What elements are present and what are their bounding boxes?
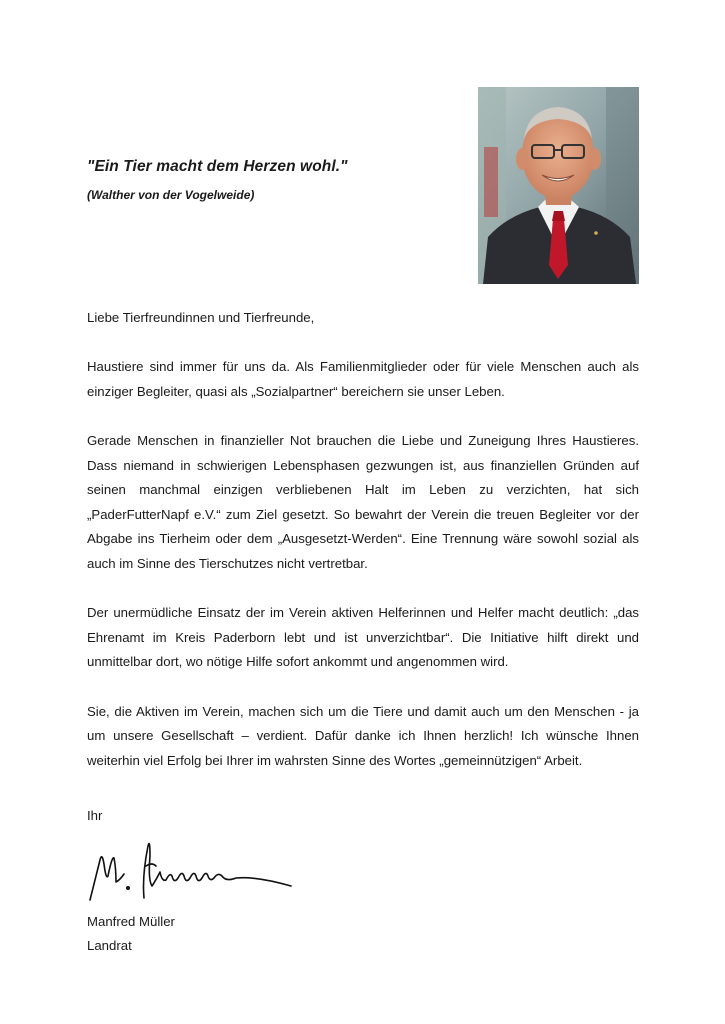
quote-author: (Walther von der Vogelweide): [87, 188, 255, 202]
salutation: Liebe Tierfreundinnen und Tierfreunde,: [87, 310, 315, 325]
signer-title: Landrat: [87, 938, 132, 953]
letter-paragraph-1: Haustiere sind immer für uns da. Als Familienmitglieder oder für viele Menschen auch als einziger Begleiter, quasi als „Sozialpartner“ bereichern sie unser Leben.: [87, 359, 639, 399]
signer-name: Manfred Müller: [87, 914, 175, 929]
letter-paragraph-2: Gerade Menschen in finanzieller Not brauchen die Liebe und Zuneigung Ihres Haustieres. Dass niemand in schwierigen Lebensphasen gezwungen ist, aus finanziellen Gründen auf seinen manchmal einzigen verbliebenen Halt im Leben zu verzichten, hat sich „PaderFutterNapf e.V.“ zum Ziel gesetzt. So bewahrt der Verein die treuen Begleiter vor der Abgabe ins Tierheim oder dem „Ausgesetzt-Werden“. Eine Trennung wäre sowohl sozial als auch im Sinne des Tierschutzes nicht vertretbar.: [87, 432, 639, 571]
signer-block: [87, 910, 175, 958]
letter-body: [87, 306, 639, 798]
letter-paragraph-3: Der unermüdliche Einsatz der im Verein aktiven Helferinnen und Helfer macht deutlich: „das Ehrenamt im Kreis Paderborn lebt und ist unverzichtbar“. Die Initiative hilft direkt und unmittelbar dort, wo nötige Hilfe sofort ankommt und angenommen wird.: [87, 605, 639, 670]
quote-text: "Ein Tier macht dem Herzen wohl.": [87, 158, 348, 175]
closing: Ihr: [87, 808, 103, 823]
signature-image: [86, 836, 301, 906]
portrait-photo: [478, 87, 639, 284]
letter-paragraph-4: Sie, die Aktiven im Verein, machen sich um die Tiere und damit auch um den Menschen - ja um unsere Gesellschaft – verdient. Dafür danke ich Ihnen herzlich! Ich wünsche Ihnen weiterhin viel Erfolg bei Ihrer im wahrsten Sinne des Wortes „gemeinnützigen“ Arbeit.: [87, 703, 639, 768]
